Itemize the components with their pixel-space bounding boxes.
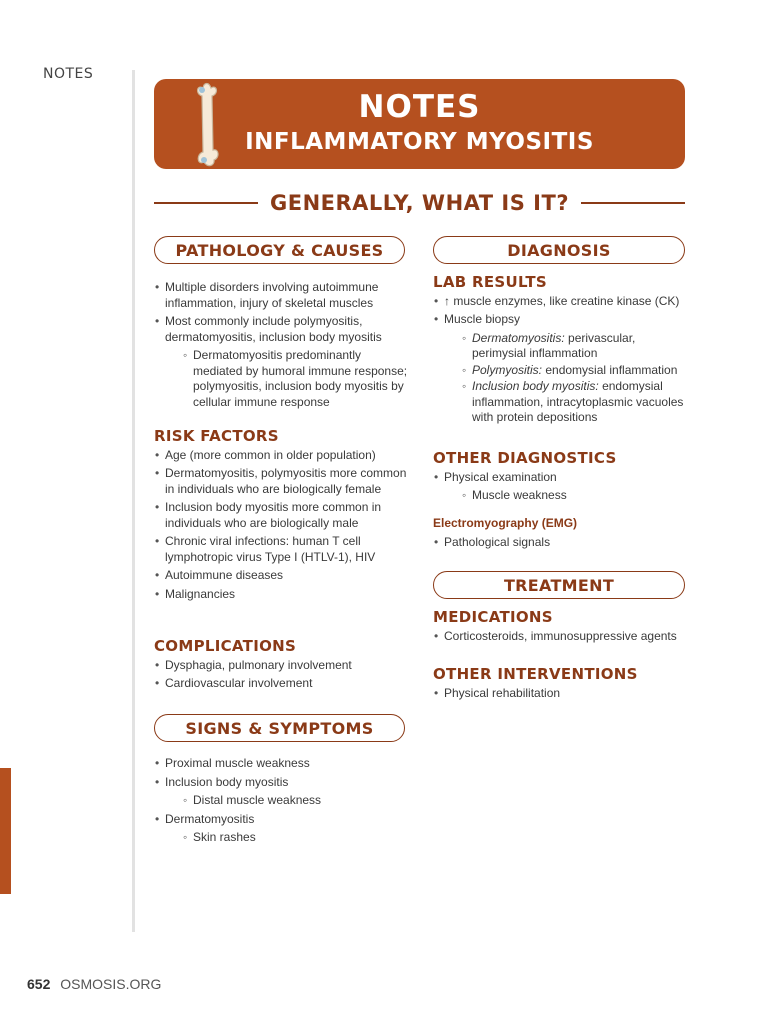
- diagnosis-pill: DIAGNOSIS: [433, 236, 685, 264]
- bone-icon: [193, 82, 223, 168]
- section-heading: [154, 188, 685, 218]
- title-banner: [154, 79, 685, 169]
- term: Dermatomyositis:: [472, 330, 565, 345]
- lab-heading: LAB RESULTS: [433, 273, 548, 291]
- treatment-pill: TREATMENT: [433, 571, 685, 599]
- footer: [27, 976, 161, 992]
- list-item: [154, 314, 409, 410]
- section-heading-text: GENERALLY, WHAT IS IT?: [270, 191, 570, 215]
- list-item: • Corticosteroids, immunosuppressive agents: [433, 629, 691, 645]
- heading-rule-right: [581, 202, 685, 204]
- list-item: • Physical rehabilitation: [433, 686, 691, 702]
- list-item: • Dermatomyositis, polymyositis more common in individuals who are biologically female: [154, 466, 409, 497]
- other-interventions-section: [433, 667, 691, 704]
- lab-section: [433, 275, 691, 429]
- site-link[interactable]: OSMOSIS.ORG: [60, 976, 162, 992]
- risk-heading: RISK FACTORS: [154, 427, 279, 445]
- list-item: • Cardiovascular involvement: [154, 676, 409, 692]
- list-item: • Proximal muscle weakness: [154, 756, 409, 772]
- list-item: • Inclusion body myositis more common in individuals who are biologically male: [154, 500, 409, 531]
- term-desc: endomysial inflammation, intracytoplasmic vacuoles with protein depositions: [472, 379, 684, 424]
- risk-section: [154, 429, 409, 605]
- list-item: • Chronic viral infections: human T cell lymphotropic virus Type I (HTLV-1), HIV: [154, 534, 409, 565]
- term: Inclusion body myositis:: [472, 379, 599, 393]
- list-item-text: Dermatomyositis: [165, 811, 255, 826]
- nested-item: [444, 331, 691, 362]
- signs-pill: SIGNS & SYMPTOMS: [154, 714, 405, 742]
- side-notes-label: NOTES: [43, 66, 94, 82]
- list-item-text: Most commonly include polymyositis, dermatomyositis, inclusion body myositis: [165, 314, 382, 344]
- nested-item: ◦ Dermatomyositis predominantly mediated by humoral immune response; polymyositis, inclusion body myositis by cellular immune response: [165, 348, 409, 410]
- list-item: • Autoimmune diseases: [154, 568, 409, 584]
- pathology-section: [154, 280, 409, 413]
- list-item: [154, 775, 409, 809]
- nested-item: ◦ Distal muscle weakness: [165, 793, 409, 809]
- vertical-divider: [132, 70, 135, 932]
- pathology-pill: PATHOLOGY & CAUSES: [154, 236, 405, 264]
- other-diagnostics-section: [433, 451, 691, 507]
- list-item: [433, 312, 691, 426]
- emg-section: [433, 516, 691, 553]
- nested-item: [444, 363, 691, 379]
- list-item: • Dysphagia, pulmonary involvement: [154, 658, 409, 674]
- signs-section: [154, 756, 409, 849]
- complications-heading: COMPLICATIONS: [154, 637, 297, 655]
- banner-title: NOTES: [358, 89, 481, 125]
- nested-item: ◦ Skin rashes: [165, 830, 409, 846]
- other-diagnostics-heading: OTHER DIAGNOSTICS: [433, 449, 617, 467]
- list-item: • Pathological signals: [433, 535, 691, 551]
- list-item: • ↑ muscle enzymes, like creatine kinase (CK): [433, 294, 691, 310]
- heading-rule-left: [154, 202, 258, 204]
- list-item: • Multiple disorders involving autoimmune inflammation, injury of skeletal muscles: [154, 280, 409, 311]
- list-item: [433, 470, 691, 504]
- emg-heading: Electromyography (EMG): [433, 516, 578, 530]
- list-item-text: Muscle biopsy: [444, 312, 521, 326]
- term-desc: perivascular, perimysial inflammation: [472, 330, 636, 360]
- list-item: • Malignancies: [154, 587, 409, 603]
- banner-subtitle: INFLAMMATORY MYOSITIS: [245, 129, 594, 155]
- list-item: • Age (more common in older population): [154, 448, 409, 464]
- medications-heading: MEDICATIONS: [433, 608, 553, 626]
- other-interventions-heading: OTHER INTERVENTIONS: [433, 665, 638, 683]
- list-item-text: Inclusion body myositis: [165, 774, 289, 789]
- list-item-text: Physical examination: [444, 469, 557, 484]
- page-number: 652: [27, 976, 51, 992]
- nested-item: ◦ Muscle weakness: [444, 488, 691, 504]
- list-item: [154, 812, 409, 846]
- side-tab: [0, 768, 11, 894]
- term: Polymyositis:: [472, 362, 543, 377]
- complications-section: [154, 639, 409, 695]
- term-desc: endomysial inflammation: [542, 362, 678, 377]
- medications-section: [433, 610, 691, 647]
- nested-item: [444, 379, 691, 426]
